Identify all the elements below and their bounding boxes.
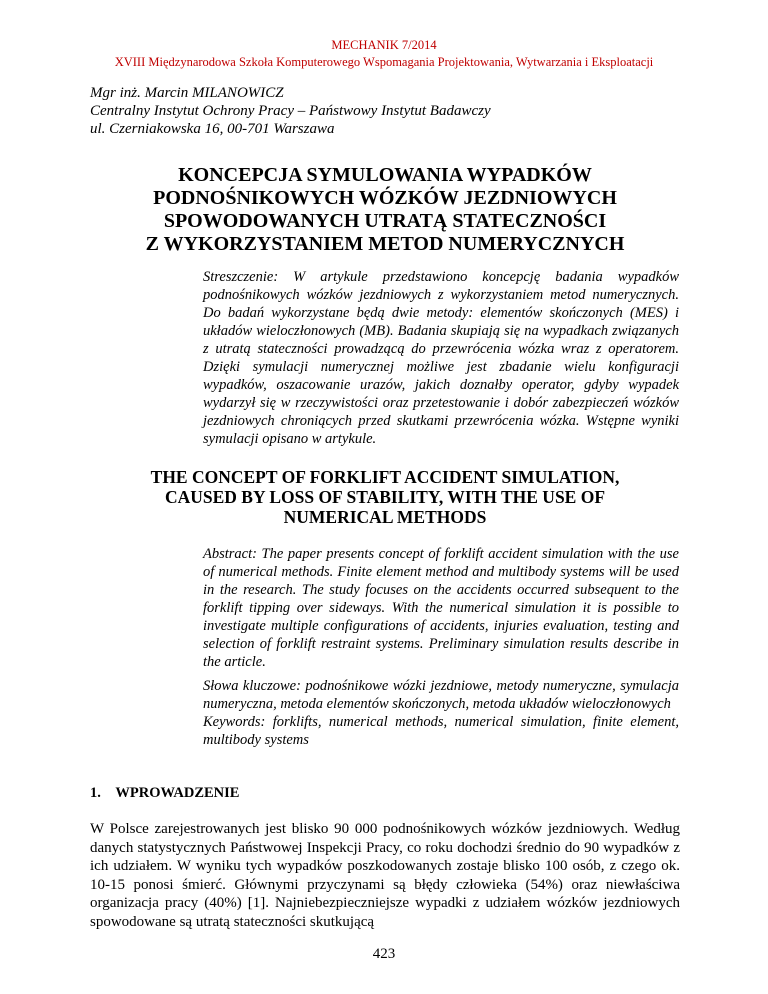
title-en-line: NUMERICAL METHODS [283, 507, 487, 527]
page-number: 423 [372, 946, 396, 962]
author-name: Mgr inż. Marcin MILANOWICZ [90, 85, 284, 101]
abstract-pl: Streszczenie: W artykule przedstawiono koncepcję badania wypadków podnośnikowych wózków jezdniowych z wykorzystaniem metod numerycznych. Do badań wykorzystane będą dwie metody: elementów skończonych (MES) i układów wieloczłonowych (MB). Badania skupiają się na wypadkach związanych z utratą stateczności prowadzącą do przewrócenia wózka wraz z operatorem. Dzięki symulacji numerycznej możliwe jest zbadanie wielu konfiguracji wypadków, oszacowanie urazów, jakich doznałby operator, gdyby wypadek wydarzył się w rzeczywistości oraz przetestowanie i dobór zabezpieczeń wózków jezdniowych chroniących przed skutkami przewrócenia wózka. Wstępne wyniki symulacji opisano w artykule. [203, 269, 679, 447]
keywords-en: Keywords: forklifts, numerical methods, numerical simulation, finite element, multibody systems [203, 714, 679, 748]
title-pl-line: PODNOŚNIKOWYCH WÓZKÓW JEZDNIOWYCH [153, 187, 617, 209]
author-address: ul. Czerniakowska 16, 00-701 Warszawa [90, 121, 335, 137]
title-en-line: THE CONCEPT OF FORKLIFT ACCIDENT SIMULATION, [150, 467, 620, 487]
author-institution: Centralny Instytut Ochrony Pracy – Państwowy Instytut Badawczy [90, 103, 491, 119]
conference-header: XVIII Międzynarodowa Szkoła Komputerowego Wspomagania Projektowania, Wytwarzania i Eksploatacji [114, 55, 654, 69]
keywords-block [203, 677, 679, 749]
section-number: 1. [90, 785, 101, 801]
keywords-pl: Słowa kluczowe: podnośnikowe wózki jezdniowe, metody numeryczne, symulacja numeryczna, metoda elementów skończonych, metoda układów wieloczłonowych [203, 678, 679, 712]
section-title: WPROWADZENIE [115, 785, 240, 801]
title-pl-line: SPOWODOWANYCH UTRATĄ STATECZNOŚCI [163, 210, 607, 232]
title-pl-line: Z WYKORZYSTANIEM METOD NUMERYCZNYCH [145, 233, 625, 255]
body-paragraph: W Polsce zarejestrowanych jest blisko 90 000 podnośnikowych wózków jezdniowych. Według danych statystycznych Państwowej Inspekcji Pracy, co roku dochodzi średnio do 90 wypadków z ich udziałem. W wyniku tych wypadków poszkodowanych zostaje blisko 100 osób, z czego ok. 10-15 ponosi śmierć. Głównymi przyczynami są błędy człowieka (54%) oraz niewłaściwa organizacja pracy (40%) [1]. Najniebezpieczniejsze wypadki z udziałem wózków jezdniowych spowodowane są utratą stateczności skutkującą [90, 821, 680, 930]
journal-header: MECHANIK 7/2014 [331, 38, 437, 52]
section-heading [90, 785, 239, 802]
abstract-en: Abstract: The paper presents concept of forklift accident simulation with the use of numerical methods. Finite element method and multibody systems will be used in the research. The study focuses on the accidents occurred subsequent to the forklift tipping over sideways. With the numerical simulation it is possible to investigate multiple configurations of accidents, injuries evaluation, testing and selection of forklift restraint systems. Preliminary simulation results describe in the article. [203, 546, 679, 670]
title-en-line: CAUSED BY LOSS OF STABILITY, WITH THE USE OF [164, 487, 606, 507]
title-pl-line: KONCEPCJA SYMULOWANIA WYPADKÓW [178, 164, 592, 186]
